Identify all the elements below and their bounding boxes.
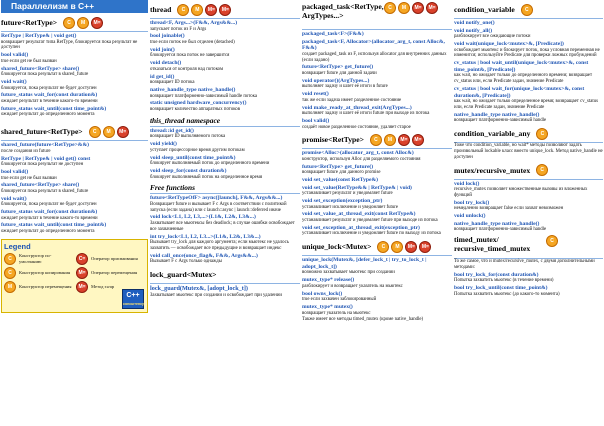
method-entry xyxy=(1,52,148,64)
method-entry xyxy=(1,209,148,221)
method-description: выполняет задачу и шлет её итоги в future xyxy=(302,84,388,90)
copy-ctor-tag: C xyxy=(89,126,101,138)
method-signature: void sleep_until(const time_point&) xyxy=(150,154,236,161)
cv-methods xyxy=(454,20,603,124)
method-description: возвращает платформенно-зависимый handle xyxy=(454,227,547,233)
shared-future-header xyxy=(1,124,148,139)
method-description: Вызывает F с Args только однажды xyxy=(150,259,222,265)
method-description: блокируется, пока результат не будет доступен xyxy=(1,202,97,208)
legend-tag-icon: M= xyxy=(76,267,88,279)
method-signature: void notify_one() xyxy=(454,20,495,26)
method-description: выполняет задачу и шлет её итоги future при выходе из потока xyxy=(302,111,430,117)
default-ctor-tag: C xyxy=(63,17,75,29)
legend-entry xyxy=(76,253,145,265)
method-entry xyxy=(1,106,148,118)
method-description: так же если задача имеет разделенное состояние xyxy=(302,97,402,103)
lock-guard-title: lock_guard<Mutex> xyxy=(150,270,217,280)
method-description: ожидает результат в течение какого-то времени xyxy=(1,98,98,104)
legend-tag-icon: C= xyxy=(76,253,88,265)
method-description: true если захвачен заблокированный xyxy=(302,297,377,303)
method-description: возвращает указатель на мьютекс xyxy=(302,310,371,316)
method-description: возвращает ID потока xyxy=(150,80,195,86)
method-description: устанавливает результат и уведомляет future при выходе из потока xyxy=(302,218,438,224)
timed-mutex-description: То же самое, что и mutex/recursive_mutex, с двумя дополнительными методами: xyxy=(454,259,595,270)
legend-label: Конструктор копирования xyxy=(19,270,71,276)
move-assign-tag: M= xyxy=(205,4,217,16)
shared-future-title: shared_future<RetType> xyxy=(1,127,83,137)
method-description: true если get не был вызван xyxy=(1,175,57,181)
method-signature: void unlock() xyxy=(454,213,486,220)
method-entry xyxy=(150,20,300,32)
swap-tag: M= xyxy=(412,134,424,146)
method-signature: future_status wait_until(const time_point&) xyxy=(1,222,107,229)
method-signature: void set_exception_at_thread_exit(exception_ptr) xyxy=(302,224,420,231)
swap-tag: M= xyxy=(419,241,431,253)
method-description: true если get не был вызван xyxy=(1,58,57,64)
timed-mutex-header xyxy=(454,235,603,257)
method-signature: packaged_task<F>(F&&) xyxy=(302,31,364,37)
method-entry xyxy=(1,142,148,154)
method-description: возвращает платформенно-зависимый handle потока xyxy=(150,93,258,99)
legend-box xyxy=(1,239,148,313)
method-signature: void join() xyxy=(150,46,175,53)
method-entry xyxy=(1,196,148,208)
default-ctor-tag: C xyxy=(536,128,548,140)
method-signature: void set_value(const RetType&) xyxy=(302,177,379,184)
method-description: устанавливает исключение и уведомляет future по выходу из потока xyxy=(302,231,441,237)
method-description: устанавливает результат и уведомляет future xyxy=(302,191,393,197)
this-thread-functions xyxy=(150,128,300,181)
move-ctor-tag: M xyxy=(77,17,89,29)
method-signature: future_status wait_until(const time_point&) xyxy=(1,105,107,112)
method-signature: bool valid() xyxy=(302,117,330,124)
future-header xyxy=(1,15,148,30)
method-description: ожидает результат до определенного момента xyxy=(1,112,95,118)
lock-guard-header xyxy=(150,267,300,282)
cva-description: Тоже что condition_variable, но wait* методы позволяют задать произвольный lockable класс вместо unique_lock. Метод native_handle не доступен xyxy=(454,143,603,160)
method-entry xyxy=(150,285,300,298)
method-entry xyxy=(302,164,452,176)
method-entry xyxy=(150,195,300,213)
method-signature: void call_once(once_flag&, F&&, Args&&...) xyxy=(150,252,258,259)
method-entry xyxy=(302,225,452,237)
method-description: запускает поток из F и Args xyxy=(150,26,207,32)
method-signature: bool valid() xyxy=(1,168,29,175)
method-description: блокирует выполняемый поток на определенное время xyxy=(150,174,263,180)
method-description: блокируется, пока результат не будет доступен xyxy=(1,85,97,91)
legend-entry xyxy=(76,267,145,279)
method-description: возвращает ID выполняемого потока xyxy=(150,134,226,140)
method-description: как wait, но ожидает только определенное время; возвращает cv_status или, если Predicate задан, значение Predicate xyxy=(454,99,598,110)
legend-tag-icon: C xyxy=(4,267,16,279)
legend-label: Оператор присваивания xyxy=(91,256,138,262)
method-signature: RetType | RetType& | void get() xyxy=(1,33,77,39)
method-entry xyxy=(454,272,603,284)
default-ctor-tag: C xyxy=(521,4,533,16)
method-entry xyxy=(302,118,452,130)
cv-title: condition_variable xyxy=(454,5,515,14)
method-entry xyxy=(302,177,452,184)
method-entry xyxy=(454,112,603,124)
mutex-title: mutex/recursive_mutex xyxy=(454,165,531,175)
method-entry xyxy=(150,100,300,112)
divider xyxy=(1,140,148,141)
method-signature: native_handle_type native_handle() xyxy=(454,220,540,227)
method-entry xyxy=(302,78,452,90)
method-signature: void wait(unique_lock<mutex>&, [Predicate]) xyxy=(454,40,564,47)
method-description: true если поток не был отделен (detached) xyxy=(150,39,235,45)
method-entry xyxy=(454,60,603,85)
method-signature: shared_future(future<RetType>&&) xyxy=(1,142,89,149)
legend-tag-icon: M= xyxy=(76,281,88,293)
method-description: возвращает платформенно-зависимый handle xyxy=(454,118,547,124)
method-description: Попытка захватить мьютекс (до какого-то момента) xyxy=(454,291,560,297)
method-signature: unique_lock(Mutex&, [defer_lock_t | try_to_lock_t | adopt_lock_t]) xyxy=(302,257,427,270)
method-entry xyxy=(150,74,300,86)
method-entry xyxy=(150,155,300,167)
method-entry xyxy=(454,20,603,27)
method-signature: void detach() xyxy=(150,60,182,67)
unique-lock-methods xyxy=(302,257,452,323)
free-functions xyxy=(150,195,300,265)
method-entry xyxy=(454,86,603,111)
method-signature: cv_status | bool wait_for(unique_lock<mutex>&, const duration&, [Predicate]) xyxy=(454,85,585,99)
timed-mutex-methods xyxy=(454,272,603,298)
method-description: создает packaged_task из F, используя allocator для внутренних данных (если задано) xyxy=(302,51,447,63)
method-signature: shared_future<RetType> share() xyxy=(1,65,80,72)
method-entry xyxy=(150,141,300,153)
method-description: Захватывает все мьютексы без deadlock; в случае ошибки освобождает все захваченные xyxy=(150,221,295,232)
method-signature: bool owns_lock() xyxy=(302,290,343,297)
move-assign-tag: M= xyxy=(398,134,410,146)
method-signature: shared_future<RetType> share() xyxy=(1,182,80,189)
move-ctor-tag: M xyxy=(391,241,403,253)
method-description: Вызывает try_lock для каждого аргумента; если мьютекс не удалось захватить — освобождает все предыдущие и возвращает индекс xyxy=(150,240,289,252)
method-description: блокируется пока результат в shared_future xyxy=(1,72,89,78)
method-entry xyxy=(1,222,148,234)
default-ctor-tag: C xyxy=(384,2,396,14)
method-description: recursive_mutex позволяет множественные вызовы из вложенных функций xyxy=(454,187,588,198)
method-entry xyxy=(454,41,603,59)
method-entry xyxy=(302,291,452,303)
method-entry xyxy=(1,169,148,181)
method-entry xyxy=(454,285,603,297)
method-signature: native_handle_type native_handle() xyxy=(454,111,540,118)
method-signature: future<RetTypeOfF> async([launch], F&&, Args&&...) xyxy=(150,195,283,202)
legend-tag-icon: C xyxy=(4,253,16,265)
default-ctor-tag: C xyxy=(377,241,389,253)
method-entry xyxy=(150,33,300,45)
column-2 xyxy=(150,0,300,298)
method-entry xyxy=(454,213,603,220)
method-description: возвращает future для данной задачи xyxy=(302,70,377,76)
method-description: устанавливает исключение и уведомляет future xyxy=(302,204,398,210)
method-signature: bool try_lock_until(const time_point&) xyxy=(454,285,548,292)
future-methods xyxy=(1,33,148,118)
method-entry xyxy=(454,28,603,40)
method-signature: void reset() xyxy=(302,91,329,98)
divider xyxy=(150,126,300,127)
method-description: как wait, но ожидает только до определенного времени; возвращает cv_status или, если Predicate задан, значение Predicate xyxy=(454,73,593,85)
method-entry xyxy=(302,211,452,223)
method-entry xyxy=(1,92,148,104)
method-entry xyxy=(302,64,452,76)
method-signature: void lock<L1, L2, L3,...>(L1&, L2&, L3&...) xyxy=(150,214,256,221)
method-description: уступает процессорное время другим потокам xyxy=(150,147,245,153)
promise-header xyxy=(302,132,452,147)
method-entry xyxy=(302,105,452,117)
method-signature: thread<F, Args...>(F&&, Args&&...) xyxy=(150,20,238,26)
move-assign-tag: M= xyxy=(91,17,103,29)
legend-label: Метод swap xyxy=(91,284,115,290)
move-assign-tag: M= xyxy=(117,126,129,138)
method-signature: void lock() xyxy=(454,180,480,187)
method-description: после создания из future xyxy=(1,148,51,154)
method-description: возвращает результат типа RetType, блокируется пока результат не доступен xyxy=(1,39,138,51)
method-description: отказаться от контроля над потоком xyxy=(150,66,224,72)
method-description: блокируется пока результат не доступен xyxy=(1,162,84,168)
promise-title: promise<RetType> xyxy=(302,135,364,145)
method-description: создаёт новое разделенное состояние, удаляет старое xyxy=(302,124,411,130)
unique-lock-header xyxy=(302,239,452,254)
method-description: блокируется пока поток не завершится xyxy=(150,53,230,59)
method-entry xyxy=(150,214,300,232)
method-signature: bool joinable() xyxy=(150,33,185,40)
method-description: Также имеет все методы timed_mutex (кроме native_handle) xyxy=(302,317,424,323)
method-entry xyxy=(150,168,300,180)
legend-entry xyxy=(4,253,73,265)
packaged-task-title: packaged_task<RetType, ArgTypes...> xyxy=(302,2,384,20)
method-description: Возвращает future и вызывает F с Args в соответствии с политикой запуска (если задана) или с launch::async | launch::deferred иначе xyxy=(150,201,287,213)
default-ctor-tag: C xyxy=(536,164,548,176)
method-signature: future<RetType> get_future() xyxy=(302,163,374,170)
method-signature: void wait() xyxy=(1,78,27,85)
method-description: разблокирует и возвращает указатель на мьютекс xyxy=(302,283,403,289)
method-entry xyxy=(1,66,148,78)
legend-label: Конструктор по-умолчанию xyxy=(19,253,52,264)
method-signature: future<RetType> get_future() xyxy=(302,64,374,71)
method-signature: void sleep_for(const duration&) xyxy=(150,167,227,174)
thread-title: thread xyxy=(150,5,172,14)
logo-text: C++ xyxy=(126,291,140,299)
thread-methods xyxy=(150,20,300,113)
move-ctor-tag: M xyxy=(103,126,115,138)
swap-tag: M= xyxy=(219,4,231,16)
divider xyxy=(454,18,603,19)
method-description: освобождает мьютекс и блокирует поток, пока условная переменная не изменится; используйте Predicate для проверки ложных пробуждений xyxy=(454,47,600,59)
method-signature: mutex_type* mutex() xyxy=(302,304,353,311)
method-signature: lock_guard(Mutex&, [adopt_lock_t]) xyxy=(150,285,248,293)
method-entry xyxy=(1,156,148,168)
mutex-header xyxy=(454,163,603,178)
thread-header xyxy=(150,2,300,17)
lock-guard-methods xyxy=(150,285,300,298)
move-assign-tag: M= xyxy=(405,241,417,253)
method-description: возвращает количество аппаратных потоков xyxy=(150,106,240,112)
cva-header xyxy=(454,126,603,141)
method-description: Захватывает мьютекс при создании и освобождает при удалении xyxy=(150,292,282,298)
method-entry xyxy=(1,182,148,194)
method-entry xyxy=(302,31,452,38)
packaged-task-header xyxy=(302,2,452,28)
cpp-logo xyxy=(122,289,144,309)
method-entry xyxy=(150,128,300,140)
legend-entry xyxy=(4,281,73,293)
method-signature: bool try_lock_for(const duration&) xyxy=(454,271,539,278)
default-ctor-tag: C xyxy=(177,4,189,16)
legend-grid xyxy=(4,253,145,293)
method-description: разблокирует все ожидающие потоки xyxy=(454,34,531,40)
default-ctor-tag: C xyxy=(370,134,382,146)
method-signature: packaged_task<F, Allocator>(allocator_arg_t, const Alloc&, F&&) xyxy=(302,38,445,52)
method-entry xyxy=(454,221,603,233)
method-entry xyxy=(302,198,452,210)
logo-subtext: concurrency xyxy=(123,301,145,306)
method-description: немедленно возвращает false если захват невозможен xyxy=(454,206,564,212)
default-ctor-tag: C xyxy=(546,235,558,247)
method-entry xyxy=(302,185,452,197)
method-entry xyxy=(150,87,300,99)
method-entry xyxy=(302,304,452,316)
column-4 xyxy=(454,0,603,297)
legend-title: Legend xyxy=(4,241,31,251)
method-signature: native_handle_type native_handle() xyxy=(150,86,236,93)
method-signature: future_status wait_for(const duration&) xyxy=(1,92,98,99)
method-entry xyxy=(150,60,300,72)
method-signature: id get_id() xyxy=(150,73,175,80)
legend-entry xyxy=(4,267,73,279)
method-signature: promise<Alloc>(allocator_arg_t, const Alloc&) xyxy=(302,150,414,157)
method-entry xyxy=(454,181,603,199)
cv-header xyxy=(454,2,603,17)
method-signature: cv_status | bool wait_until(unique_lock<mutex>&, const time_point&, [Predicate]) xyxy=(454,60,589,73)
divider xyxy=(454,179,603,180)
timed-mutex-title: timed_mutex/ recursive_timed_mutex xyxy=(454,235,531,254)
method-entry xyxy=(302,39,452,64)
method-description: конструктор, используя Alloc для разделяемого состояния xyxy=(302,156,421,162)
this-thread-title: this_thread namespace xyxy=(150,115,221,125)
divider xyxy=(1,31,148,32)
method-signature: void set_value(RetType&& | RetType& | void) xyxy=(302,184,412,191)
legend-label: Конструктор перемещения xyxy=(19,284,72,290)
method-signature: thread::id get_id() xyxy=(150,127,194,134)
free-functions-title: Free functions xyxy=(150,183,195,193)
method-entry xyxy=(302,277,452,289)
method-signature: void operator()(ArgTypes...) xyxy=(302,77,370,84)
legend-label: Оператор перемещения xyxy=(91,270,138,276)
page-banner: Параллелизм в C++ xyxy=(1,0,148,13)
method-signature: int try_lock<L1, L2, L3...>(L1&, L2&, L3&...) xyxy=(150,233,261,240)
method-signature: RetType | RetType& | void get() const xyxy=(1,155,91,162)
legend-tag-icon: M xyxy=(4,281,16,293)
method-description: возможно захватывает мьютекс при создании xyxy=(302,270,395,276)
column-1 xyxy=(1,0,148,313)
method-description: ожидает результат до определенного момента xyxy=(1,229,95,235)
method-signature: static unsigned hardware_concurrency() xyxy=(150,100,247,107)
method-signature: void set_value_at_thread_exit(const RetType&) xyxy=(302,211,416,218)
packaged-task-methods xyxy=(302,31,452,130)
method-entry xyxy=(454,200,603,212)
move-assign-tag: M= xyxy=(412,2,424,14)
move-ctor-tag: M xyxy=(384,134,396,146)
method-signature: void set_exception(exception_ptr) xyxy=(302,198,383,205)
method-signature: bool try_lock() xyxy=(454,199,490,206)
divider xyxy=(150,18,300,19)
future-title: future<RetType> xyxy=(1,18,58,27)
method-entry xyxy=(1,33,148,51)
shared-future-methods xyxy=(1,142,148,235)
divider xyxy=(150,283,300,284)
method-entry xyxy=(150,253,300,265)
promise-methods xyxy=(302,150,452,237)
column-3 xyxy=(302,0,452,323)
method-entry xyxy=(302,91,452,103)
method-description: Попытка захватить мьютекс (в течение времени) xyxy=(454,278,554,284)
method-signature: void notify_all() xyxy=(454,27,493,34)
method-description: блокируется пока результат в shared_future xyxy=(1,188,89,194)
method-description: ожидает результат в течение какого-то времени xyxy=(1,215,98,221)
swap-tag: M= xyxy=(426,2,438,14)
method-signature: void wait() xyxy=(1,195,27,202)
method-description: возвращает future для данного promise xyxy=(302,170,381,176)
method-signature: void make_ready_at_thread_exit(ArgTypes...) xyxy=(302,104,412,111)
cva-title: condition_variable_any xyxy=(454,129,531,139)
method-signature: mutex_type* release() xyxy=(302,277,355,284)
method-signature: bool valid() xyxy=(1,52,29,59)
method-description: блокирует выполняемый поток до определенного времени xyxy=(150,161,270,167)
mutex-methods xyxy=(454,181,603,234)
method-signature: void yield() xyxy=(150,141,177,148)
unique-lock-title: unique_lock<Mutex> xyxy=(302,242,372,252)
method-entry xyxy=(302,150,452,162)
method-entry xyxy=(302,257,452,276)
method-signature: future_status wait_for(const duration&) xyxy=(1,209,98,216)
move-ctor-tag: M xyxy=(398,2,410,14)
method-entry xyxy=(150,47,300,59)
move-ctor-tag: M xyxy=(191,4,203,16)
divider xyxy=(302,29,452,30)
method-entry xyxy=(1,79,148,91)
method-entry xyxy=(302,317,452,323)
method-entry xyxy=(150,234,300,252)
